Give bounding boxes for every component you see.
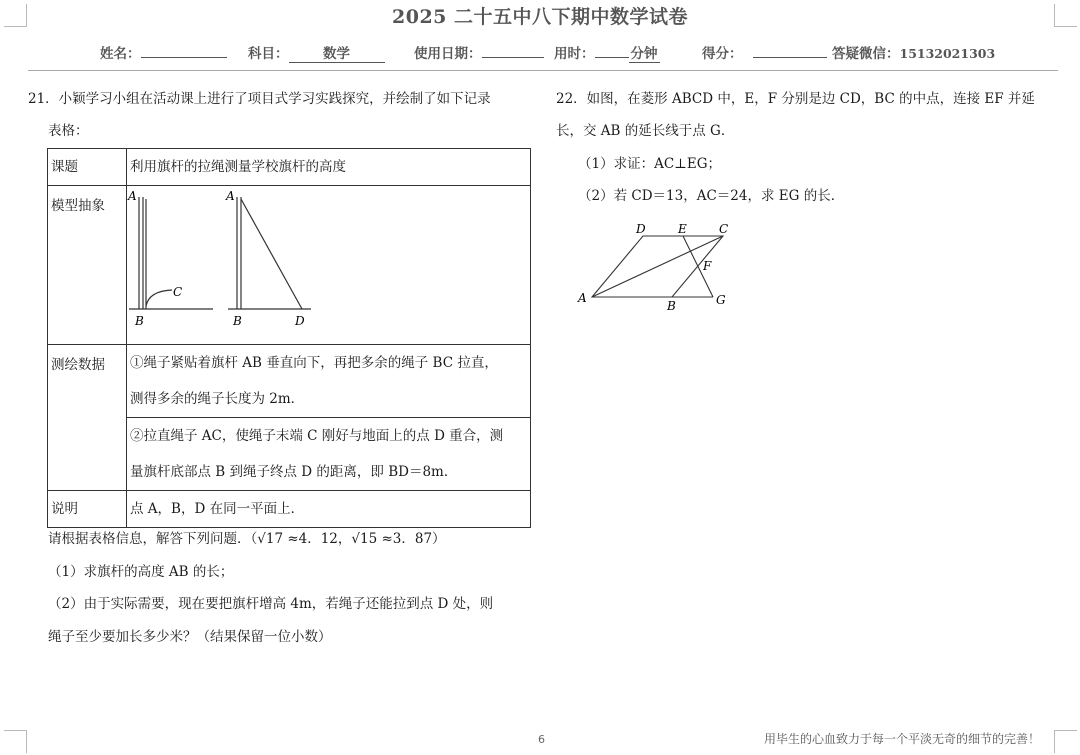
q22-stem-line2: 长，交 AB 的延长线于点 G． <box>556 123 735 139</box>
name-label: 姓名： <box>100 46 141 62</box>
score-value <box>753 57 827 58</box>
fig2-label-b: B <box>233 314 242 328</box>
table-label-data: 测绘数据 <box>48 345 127 491</box>
name-field <box>100 42 227 62</box>
table-row-model <box>48 186 531 345</box>
rope1-excess-bc <box>146 290 172 306</box>
table-model-figure-cell <box>127 186 531 345</box>
time-label: 用时： <box>554 46 595 62</box>
wechat-value: 15132021303 <box>899 46 996 61</box>
q21-stem-line2: 表格： <box>48 123 89 139</box>
label-c: C <box>719 222 729 236</box>
wechat-field <box>832 42 995 62</box>
fig2-label-a: A <box>226 189 235 203</box>
wechat-label: 答疑微信： <box>832 46 900 62</box>
q21-part1: （1）求旗杆的高度 AB 的长； <box>48 564 234 580</box>
label-d: D <box>636 222 646 236</box>
page-title: 2025 二十五中八下期中数学试卷 <box>392 6 688 28</box>
subject-label: 科目： <box>248 46 289 62</box>
q21-stem-line1: 21．小颖学习小组在活动课上进行了项目式学习实践探究，并绘制了如下记录 <box>28 91 491 107</box>
table-data-step1 <box>127 345 531 418</box>
label-e: E <box>678 222 687 236</box>
data-step2-line1: ②拉直绳子 AC，使绳子末端 C 刚好与地面上的点 D 重合，测 <box>130 428 504 444</box>
crop-mark-bottom-left <box>4 730 27 753</box>
data-step2-line2: 量旗杆底部点 B 到绳子终点 D 的距离，即 BD＝8m． <box>130 464 458 480</box>
fig2-label-d: D <box>295 314 305 328</box>
time-field <box>554 42 660 63</box>
table-row-note <box>48 491 531 528</box>
q21-part2-line2: 绳子至少要加长多少米？（结果保留一位小数） <box>48 629 332 645</box>
label-b: B <box>667 299 676 313</box>
time-value <box>595 57 629 58</box>
score-field <box>702 42 827 62</box>
page-number: 6 <box>538 733 545 746</box>
table-label-topic: 课题 <box>48 149 127 186</box>
table-data-step2 <box>127 418 531 491</box>
table-label-note: 说明 <box>48 491 127 528</box>
name-value <box>141 57 227 58</box>
subject-value: 数学 <box>289 42 385 63</box>
table-label-model: 模型抽象 <box>48 186 127 345</box>
q22-stem-line1: 22．如图，在菱形 ABCD 中，E，F 分别是边 CD，BC 的中点，连接 EF 并延 <box>556 91 1035 107</box>
table-value-note: 点 A，B，D 在同一平面上． <box>127 491 531 528</box>
date-label: 使用日期： <box>414 46 482 62</box>
table-row-topic <box>48 149 531 186</box>
label-g: G <box>716 293 726 307</box>
subject-field <box>248 42 385 63</box>
score-label: 得分： <box>702 46 743 62</box>
data-step1-line2: 测得多余的绳子长度为 2m． <box>130 391 305 407</box>
date-value <box>482 57 544 58</box>
q21-instruction: 请根据表格信息，解答下列问题．（√17 ≈4．12，√15 ≈3．87） <box>48 531 446 547</box>
q21-record-table <box>47 148 531 528</box>
table-row-data-1 <box>48 345 531 418</box>
rhombus-figure <box>570 220 740 315</box>
footer-motto: 用毕生的心血致力于每一个平淡无奇的细节的完善！ <box>764 732 1041 746</box>
date-field <box>414 42 544 62</box>
q22-part1: （1）求证：AC⊥EG； <box>578 156 722 172</box>
fig1-label-a: A <box>128 189 137 203</box>
label-a: A <box>578 291 587 305</box>
time-unit: 分钟 <box>629 42 660 63</box>
data-step1-line1: ①绳子紧贴着旗杆 AB 垂直向下，再把多余的绳子 BC 拉直， <box>130 355 498 371</box>
flagpole-model-figure <box>127 186 527 343</box>
q22-part2: （2）若 CD＝13，AC＝24，求 EG 的长． <box>578 188 845 204</box>
q21-part2-line1: （2）由于实际需要，现在要把旗杆增高 4m，若绳子还能拉到点 D 处，则 <box>48 596 494 612</box>
table-value-topic: 利用旗杆的拉绳测量学校旗杆的高度 <box>127 149 531 186</box>
label-f: F <box>703 259 712 273</box>
header-divider <box>28 70 1058 71</box>
rope2-ad <box>241 199 302 309</box>
fig1-label-c: C <box>173 285 183 299</box>
crop-mark-bottom-right <box>1054 730 1077 753</box>
fig1-label-b: B <box>135 314 144 328</box>
